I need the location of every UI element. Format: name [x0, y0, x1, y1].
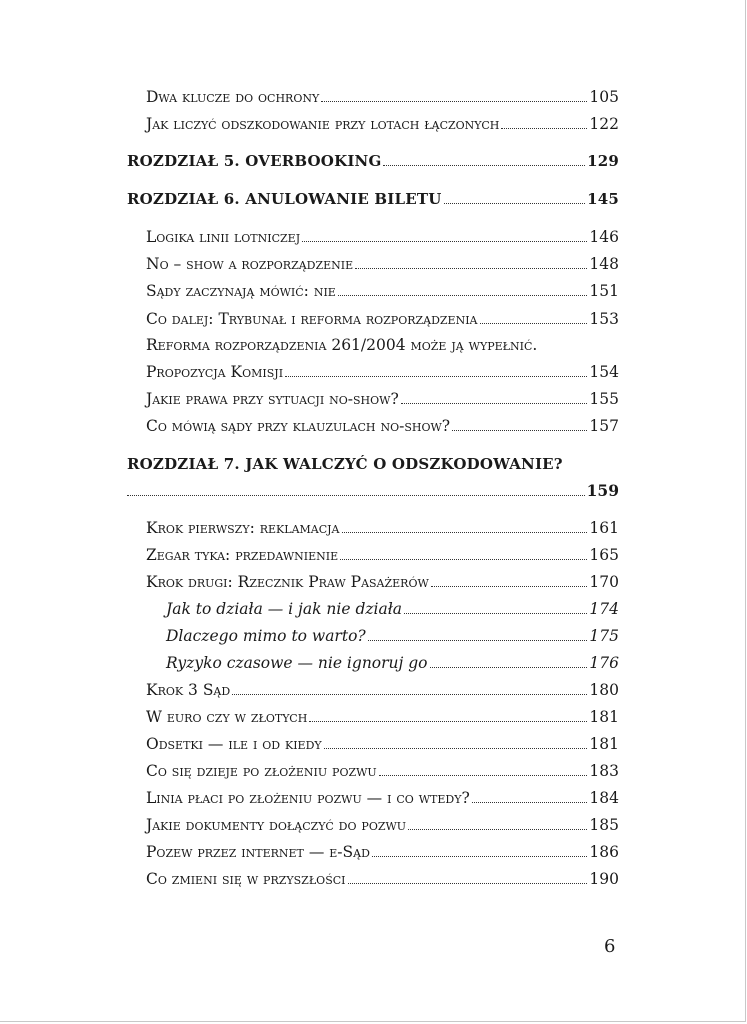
toc-leader-dots — [368, 629, 588, 641]
toc-leader-dots — [302, 230, 587, 242]
toc-entry-title: Linia płaci po złożeniu pozwu — i co wtedy? — [146, 789, 470, 807]
toc-entry[interactable] — [146, 843, 619, 867]
toc-entry-title: Pozew przez internet — e-Sąd — [146, 843, 370, 861]
toc-entry-title: Reforma rozporządzenia 261/2004 może ją wypełnić. — [146, 336, 538, 354]
toc-entry-title: Co zmieni się w przyszłości — [146, 870, 346, 888]
toc-chapter-title: ROZDZIAŁ 5. OVERBOOKING — [127, 152, 382, 170]
toc-chapter-7-title[interactable]: ROZDZIAŁ 7. JAK WALCZYĆ O ODSZKODOWANIE? — [127, 455, 563, 473]
toc-entry-page: 176 — [589, 654, 619, 672]
toc-entry-page: 129 — [587, 152, 619, 170]
toc-entry-page: 181 — [589, 708, 619, 726]
toc-entry-title: Jakie dokumenty dołączyć do pozwu — [146, 816, 407, 834]
toc-entry[interactable] — [146, 816, 619, 840]
toc-entry-title: Co dalej: Trybunał i reforma rozporządzenia — [146, 310, 478, 328]
toc-entry-title: Propozycja Komisji — [146, 363, 284, 381]
toc-entry[interactable] — [146, 789, 619, 813]
toc-entry-title: Krok pierwszy: reklamacja — [146, 519, 340, 537]
toc-entry-title: Co mówią sądy przy klauzulach no-show? — [146, 417, 451, 435]
toc-leader-dots — [383, 154, 585, 166]
toc-entry-page: 175 — [589, 627, 619, 645]
toc-entry-title: Logika linii lotniczej — [146, 228, 301, 246]
toc-entry-page: 181 — [589, 735, 619, 753]
toc-entry[interactable] — [146, 282, 619, 306]
toc-leader-dots — [342, 521, 588, 533]
toc-leader-dots — [127, 484, 585, 496]
toc-leader-dots — [309, 710, 587, 722]
toc-entry-page: 105 — [589, 88, 619, 106]
toc-leader-dots — [372, 845, 588, 857]
toc-entry[interactable] — [146, 762, 619, 786]
toc-entry-title: Co się dzieje po złożeniu pozwu — [146, 762, 377, 780]
toc-entry-page: 185 — [589, 816, 619, 834]
toc-entry-page: 122 — [589, 115, 619, 133]
toc-entry-title: Odsetki — ile i od kiedy — [146, 735, 322, 753]
toc-leader-dots — [404, 602, 587, 614]
toc-entry[interactable] — [146, 390, 619, 414]
toc-entry-page: 159 — [586, 481, 619, 500]
toc-entry-title: No – show a rozporządzenie — [146, 255, 354, 273]
toc-entry-page: 161 — [589, 519, 619, 537]
toc-chapter-6[interactable] — [127, 190, 619, 214]
toc-subentry-title: Dlaczego mimo to warto? — [166, 627, 366, 645]
toc-entry-page: 180 — [589, 681, 619, 699]
toc-entry-page: 157 — [589, 417, 619, 435]
toc-entry-title: W euro czy w złotych — [146, 708, 308, 726]
page-number: 6 — [604, 936, 616, 957]
toc-entry-page: 146 — [589, 228, 619, 246]
toc-leader-dots — [379, 764, 588, 776]
toc-entry[interactable] — [146, 363, 619, 387]
toc-leader-dots — [338, 284, 588, 296]
toc-entry-page: 184 — [589, 789, 619, 807]
toc-subentry-title: Jak to działa — i jak nie działa — [166, 600, 403, 618]
toc-leader-dots — [408, 818, 587, 830]
toc-entry-page: 165 — [589, 546, 619, 564]
toc-entry-title: Zegar tyka: przedawnienie — [146, 546, 339, 564]
toc-entry-title: Jak liczyć odszkodowanie przy lotach łączonych — [146, 115, 500, 133]
toc-entry-title: Jakie prawa przy sytuacji no-show? — [146, 390, 399, 408]
toc-subentry[interactable] — [166, 627, 619, 651]
toc-chapter-7-leader — [127, 481, 619, 505]
toc-entry[interactable] — [146, 115, 619, 139]
toc-entry-page: 154 — [589, 363, 619, 381]
toc-entry-title: Sądy zaczynają mówić: nie — [146, 282, 336, 300]
toc-entry[interactable] — [146, 88, 619, 112]
toc-entry-page: 153 — [589, 310, 619, 328]
toc-leader-dots — [431, 575, 588, 587]
toc-entry-page: 190 — [589, 870, 619, 888]
toc-chapter-5[interactable] — [127, 152, 619, 176]
toc-entry-page: 155 — [589, 390, 619, 408]
toc-leader-dots — [452, 419, 587, 431]
toc-entry[interactable] — [146, 870, 619, 894]
toc-leader-dots — [401, 392, 588, 404]
toc-leader-dots — [501, 117, 587, 129]
toc-entry[interactable] — [146, 417, 619, 441]
toc-entry[interactable] — [146, 310, 619, 334]
toc-leader-dots — [348, 872, 588, 884]
toc-entry-page: 183 — [589, 762, 619, 780]
toc-entry-page: 174 — [589, 600, 619, 618]
toc-entry[interactable] — [146, 228, 619, 252]
toc-entry-page: 145 — [587, 190, 619, 208]
toc-leader-dots — [232, 683, 587, 695]
toc-leader-dots — [321, 90, 587, 102]
toc-entry-page: 186 — [589, 843, 619, 861]
toc-leader-dots — [472, 791, 588, 803]
toc-leader-dots — [444, 192, 586, 204]
toc-subentry[interactable] — [166, 654, 619, 678]
toc-leader-dots — [324, 737, 588, 749]
toc-entry-title: Krok 3 Sąd — [146, 681, 231, 699]
toc-leader-dots — [340, 548, 587, 560]
toc-subentry[interactable] — [166, 600, 619, 624]
toc-entry[interactable] — [146, 546, 619, 570]
toc-leader-dots — [480, 312, 588, 324]
toc-entry[interactable] — [146, 255, 619, 279]
toc-entry-page: 148 — [589, 255, 619, 273]
toc-entry[interactable] — [146, 681, 619, 705]
toc-entry[interactable] — [146, 336, 619, 360]
toc-entry-page: 151 — [589, 282, 619, 300]
toc-entry[interactable] — [146, 519, 619, 543]
toc-entry-title: Krok drugi: Rzecznik Praw Pasażerów — [146, 573, 429, 591]
toc-subentry-title: Ryzyko czasowe — nie ignoruj go — [166, 654, 428, 672]
toc-leader-dots — [355, 257, 587, 269]
toc-entry-title: Dwa klucze do ochrony — [146, 88, 320, 106]
toc-leader-dots — [430, 656, 588, 668]
toc-entry-page: 170 — [589, 573, 619, 591]
toc-entry[interactable] — [146, 735, 619, 759]
toc-leader-dots — [285, 365, 587, 377]
toc-entry[interactable] — [146, 708, 619, 732]
toc-entry[interactable] — [146, 573, 619, 597]
toc-chapter-title: ROZDZIAŁ 6. ANULOWANIE BILETU — [127, 190, 442, 208]
